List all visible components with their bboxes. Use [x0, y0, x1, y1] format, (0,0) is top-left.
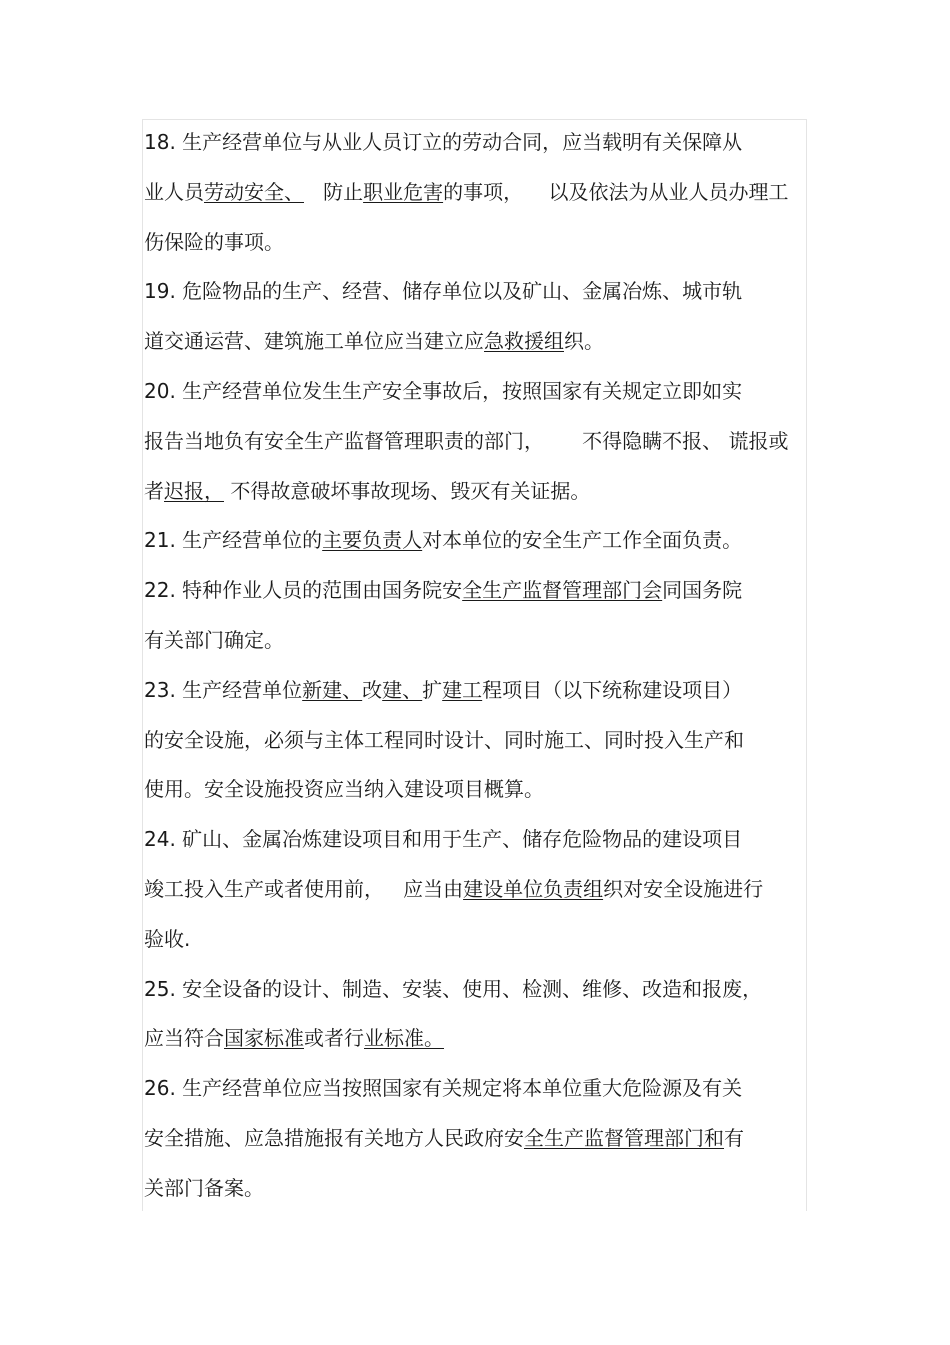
underlined-answer: 职业危害 [363, 179, 444, 204]
text-segment: 18. 生产经营单位与从业人员订立的劳动合同，应当载明有关保障从 [144, 130, 743, 154]
text-segment: 同国务院 [662, 578, 743, 603]
question-line-1 [144, 277, 742, 305]
text-segment: 织对安全设施进行 [603, 877, 764, 901]
text-segment: 的安全设施，必须与主体工程同时设计、同时施工、同时投入生产和 [144, 727, 744, 752]
question-line-7 [144, 975, 762, 1003]
text-segment: 应当符合 [144, 1026, 224, 1051]
text-segment: 扩 [422, 677, 443, 702]
text-segment: 有关部门确定。 [144, 628, 284, 652]
question-continuation-line [144, 775, 544, 803]
text-segment: 26. 生产经营单位应当按照国家有关规定将本单位重大危险源及有关 [144, 1076, 743, 1101]
text-segment: 25. 安全设备的设计、制造、安装、使用、检测、维修、改造和报废， [144, 976, 763, 1001]
text-segment: 验收. [144, 926, 191, 951]
text-segment: 伤保险的事项。 [144, 229, 284, 254]
text-segment: 防止 [304, 179, 364, 204]
underlined-answer: 全生产监督管理部门和 [524, 1126, 724, 1150]
underlined-answer: 迟报， [164, 478, 224, 503]
question-continuation-line [144, 726, 744, 754]
text-segment: 19. 危险物品的生产、经营、储存单位以及矿山、金属冶炼、城市轨 [144, 279, 743, 304]
text-segment: 织。 [564, 329, 604, 354]
question-line-5 [144, 676, 742, 704]
question-continuation-line [144, 477, 590, 505]
text-segment: 23. 生产经营单位 [144, 677, 303, 702]
question-line-0 [144, 128, 742, 156]
question-line-4 [144, 576, 742, 604]
underlined-answer: 劳动安全、 [204, 179, 304, 204]
question-continuation-line [144, 1174, 264, 1202]
text-segment: 报告当地负有安全生产监督管理职责的部门， 不得隐瞒不报、 谎报或 [144, 428, 789, 453]
text-segment: 程项目（以下统称建设项目） [482, 677, 743, 702]
text-segment: 业人员 [144, 179, 204, 204]
underlined-answer: 建、 [382, 677, 423, 702]
text-segment: 对本单位的安全生产工作全面负责。 [422, 528, 743, 553]
text-segment: 24. 矿山、金属冶炼建设项目和用于生产、储存危险物品的建设项目 [144, 827, 743, 852]
underlined-answer: 急救援组 [484, 329, 564, 354]
underlined-answer: 全生产监督管理部门会 [462, 578, 663, 603]
question-line-8 [144, 1074, 742, 1102]
underlined-answer: 建设单位负责组 [463, 877, 604, 901]
question-continuation-line [144, 1124, 744, 1152]
text-segment: 21. 生产经营单位的 [144, 528, 323, 553]
text-segment: 道交通运营、建筑施工单位应当建立应 [144, 329, 484, 354]
text-segment: 改 [362, 677, 383, 702]
text-segment: 或者行 [304, 1026, 364, 1051]
text-segment: 安全措施、应急措施报有关地方人民政府安 [144, 1126, 524, 1150]
question-continuation-line [144, 427, 789, 455]
underlined-answer: 国家标准 [224, 1026, 304, 1051]
text-segment: 者 [144, 478, 164, 503]
text-segment: 不得故意破坏事故现场、毁灭有关证据。 [224, 478, 591, 503]
question-line-3 [144, 526, 742, 554]
underlined-answer: 业标准。 [364, 1026, 444, 1051]
question-continuation-line [144, 178, 789, 206]
underlined-answer: 建工 [442, 677, 483, 702]
text-segment: 使用。安全设施投资应当纳入建设项目概算。 [144, 777, 544, 802]
text-segment: 有 [724, 1126, 744, 1150]
underlined-answer: 主要负责人 [322, 528, 423, 553]
question-continuation-line [144, 626, 284, 654]
question-continuation-line [144, 1024, 444, 1052]
question-continuation-line [144, 875, 763, 903]
question-continuation-line [144, 925, 190, 953]
text-segment: 竣工投入生产或者使用前， 应当由 [144, 877, 464, 901]
text-segment: 关部门备案。 [144, 1175, 264, 1200]
question-line-2 [144, 377, 742, 405]
question-continuation-line [144, 327, 604, 355]
question-continuation-line [144, 228, 284, 256]
text-segment: 20. 生产经营单位发生生产安全事故后，按照国家有关规定立即如实 [144, 379, 743, 403]
text-segment: 的事项， 以及依法为从业人员办理工 [443, 179, 789, 204]
text-segment: 22. 特种作业人员的范围由国务院安 [144, 578, 463, 603]
question-line-6 [144, 825, 742, 853]
underlined-answer: 新建、 [302, 677, 363, 702]
